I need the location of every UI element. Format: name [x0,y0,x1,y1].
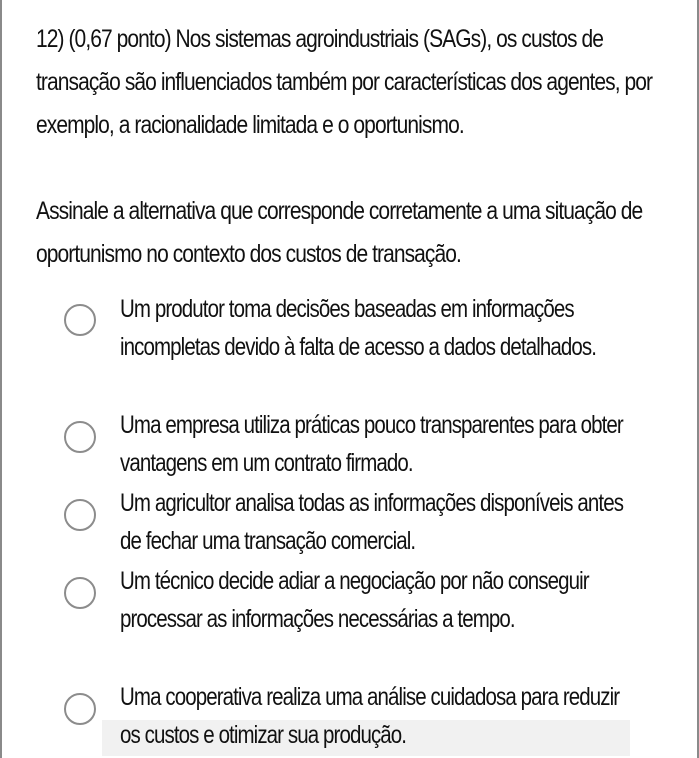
option-1-label: Um produtor toma decisões baseadas em informações incompletas devido à falta de acesso a dados detalhados. [120,295,597,361]
option-4-label: Um técnico decide adiar a negociação por não conseguir processar as informações necessárias a tempo. [120,567,589,633]
option-2[interactable] [2,406,699,484]
option-2-label: Uma empresa utiliza práticas pouco transparentes para obter vantagens em um contrato firmado. [120,411,623,477]
option-5[interactable] [2,678,699,758]
option-5-label: Uma cooperativa realiza uma análise cuidadosa para reduzir os custos e otimizar sua produção. [120,683,620,749]
radio-button-1[interactable] [64,304,96,336]
option-3-label: Um agricultor analisa todas as informações disponíveis antes de fechar uma transação comercial. [120,489,624,555]
radio-button-5[interactable] [64,693,96,725]
option-4[interactable] [2,562,699,678]
question-prompt: Assinale a alternativa que corresponde corretamente a uma situação de oportunismo no contexto dos custos de transação. [36,197,643,268]
options-list [2,290,699,758]
option-1[interactable] [2,290,699,406]
radio-button-4[interactable] [64,577,96,609]
option-3[interactable] [2,484,699,562]
radio-button-3[interactable] [64,499,96,531]
question-header: 12) (0,67 ponto) Nos sistemas agroindustriais (SAGs), os custos de transação são influenciados também por características dos agentes, por exemplo, a racionalidade limitada e o oportunismo. [36,25,653,139]
radio-button-2[interactable] [64,421,96,453]
question-block [36,18,691,276]
